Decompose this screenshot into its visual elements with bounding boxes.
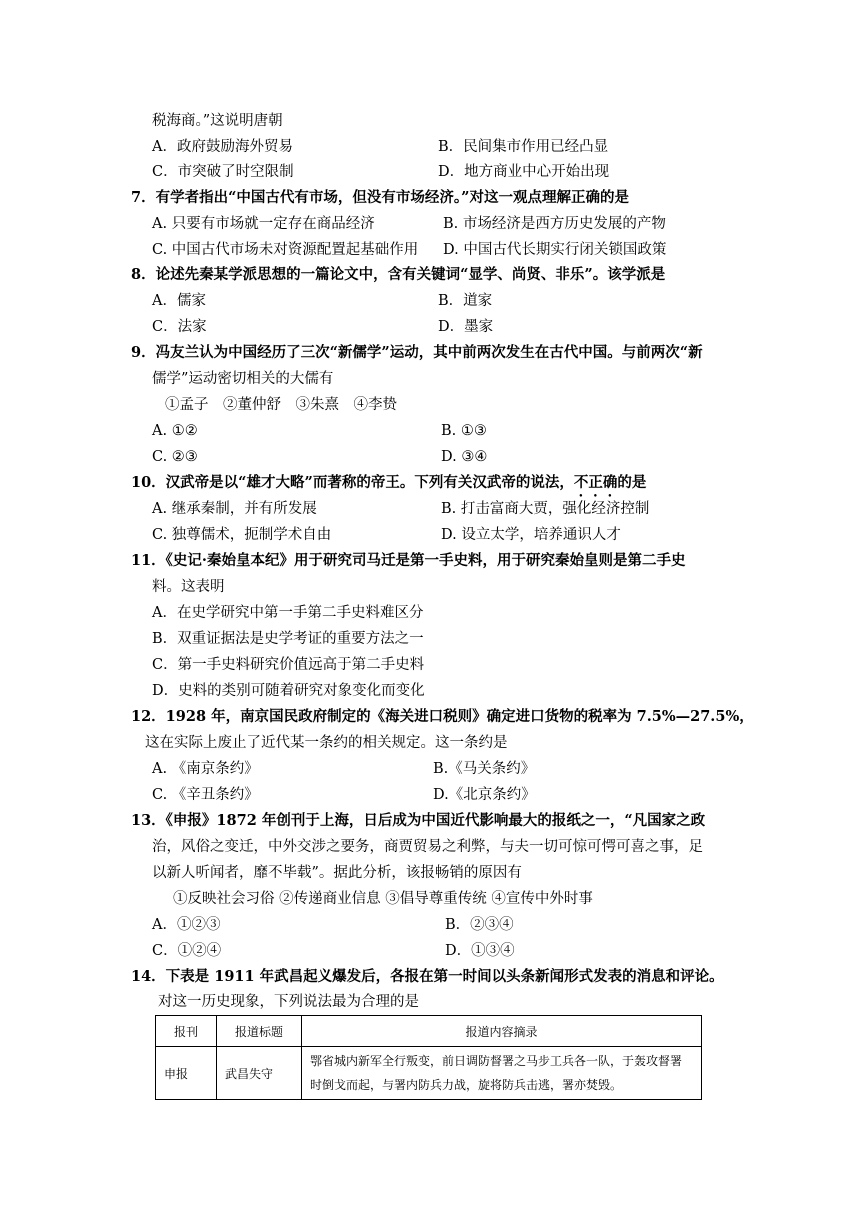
q6-option-d: D．地方商业中心开始出现 bbox=[438, 164, 610, 180]
q12-option-b: B.《马关条约》 bbox=[433, 761, 536, 777]
q12-stem-line2: 这在实际上废止了近代某一条约的相关规定。这一条约是 bbox=[145, 735, 508, 751]
q12-option-a: A. 《南京条约》 bbox=[152, 761, 259, 777]
q9-option-a: A. ①② bbox=[152, 423, 198, 439]
q10-option-c: C. 独尊儒术，扼制学术自由 bbox=[152, 527, 332, 543]
q11-option-a: A．在史学研究中第一手第二手史料难区分 bbox=[152, 605, 424, 621]
header-content: 报道内容摘录 bbox=[302, 1016, 702, 1047]
header-title: 报道标题 bbox=[217, 1016, 302, 1047]
q11-option-b: B．双重证据法是史学考证的重要方法之一 bbox=[152, 631, 424, 647]
q12-option-c: C. 《辛丑条约》 bbox=[152, 787, 259, 803]
cell-title: 武昌失守 bbox=[217, 1047, 302, 1100]
q6-option-a: A．政府鼓励海外贸易 bbox=[152, 139, 293, 155]
q8-option-a: A．儒家 bbox=[152, 293, 206, 309]
q8-stem: 8．论述先秦某学派思想的一篇论文中，含有关键词“显学、尚贤、非乐”。该学派是 bbox=[131, 266, 666, 283]
q6-stem-continued: 税海商。”这说明唐朝 bbox=[152, 113, 283, 129]
q11-stem-line1: 11．《史记·秦始皇本纪》用于研究司马迁是第一手史料，用于研究秦始皇则是第二手史 bbox=[131, 552, 686, 569]
q7-stem: 7．有学者指出“中国古代有市场，但没有市场经济。”对这一观点理解正确的是 bbox=[131, 189, 630, 206]
q10-stem-end: 的是 bbox=[617, 474, 647, 491]
q10-stem bbox=[131, 473, 646, 500]
q11-option-c: C．第一手史料研究价值远高于第二手史料 bbox=[152, 657, 425, 673]
q10-option-a: A. 继承秦制，并有所发展 bbox=[152, 501, 317, 517]
q7-option-d: D. 中国古代长期实行闭关锁国政策 bbox=[443, 242, 667, 258]
q8-option-d: D．墨家 bbox=[438, 319, 494, 335]
q14-stem-line1: 14．下表是 1911 年武昌起义爆发后，各报在第一时间以头条新闻形式发表的消息和评论。 bbox=[131, 968, 724, 985]
q8-option-b: B．道家 bbox=[438, 293, 493, 309]
table-header-row bbox=[156, 1016, 702, 1047]
q9-option-b: B. ①③ bbox=[441, 423, 487, 439]
q13-stem-line1: 13．《申报》1872 年创刊于上海，日后成为中国近代影响最大的报纸之一，“凡国家之政 bbox=[131, 812, 706, 829]
q14-stem-line2: 对这一历史现象，下列说法最为合理的是 bbox=[158, 994, 419, 1010]
cell-paper: 申报 bbox=[156, 1047, 217, 1100]
q6-option-c: C．市突破了时空限制 bbox=[152, 164, 294, 180]
q13-option-b: B．②③④ bbox=[445, 917, 514, 933]
cell-content: 鄂省城内新军全行叛变，前日调防督署之马步工兵各一队，于轰攻督署时倒戈而起，与署内防兵力战，旋将防兵击逃，署亦焚毁。 bbox=[302, 1047, 702, 1100]
q9-stem-line2: 儒学”运动密切相关的大儒有 bbox=[152, 371, 334, 387]
q11-stem-line2: 料。这表明 bbox=[152, 579, 225, 595]
q10-option-b: B. 打击富商大贾，强化经济控制 bbox=[441, 501, 650, 517]
q13-option-d: D．①③④ bbox=[445, 943, 515, 959]
q7-option-c: C. 中国古代市场未对资源配置起基础作用 bbox=[152, 242, 419, 258]
q13-items: ①反映社会习俗 ②传递商业信息 ③倡导尊重传统 ④宣传中外时事 bbox=[173, 891, 593, 907]
q10-emphasis: 不正确 bbox=[573, 474, 618, 491]
news-table bbox=[155, 1015, 702, 1100]
q7-option-a: A. 只要有市场就一定存在商品经济 bbox=[152, 216, 375, 232]
q10-option-d: D. 设立太学，培养通识人才 bbox=[441, 527, 621, 543]
q13-stem-line3: 以新人听闻者，靡不毕载”。据此分析，该报畅销的原因有 bbox=[152, 865, 522, 881]
q9-option-d: D. ③④ bbox=[441, 449, 488, 465]
q9-items: ①孟子 ②董仲舒 ③朱熹 ④李贽 bbox=[165, 397, 397, 413]
q7-option-b: B. 市场经济是西方历史发展的产物 bbox=[443, 216, 666, 232]
q8-option-c: C．法家 bbox=[152, 319, 207, 335]
q9-stem-line1: 9．冯友兰认为中国经历了三次“新儒学”运动，其中前两次发生在古代中国。与前两次“新 bbox=[131, 344, 703, 361]
table-row bbox=[156, 1047, 702, 1100]
q13-stem-line2: 治，风俗之变迁，中外交涉之要务，商贾贸易之利弊，与夫一切可惊可愕可喜之事，足 bbox=[152, 839, 703, 855]
q13-option-c: C．①②④ bbox=[152, 943, 222, 959]
q11-option-d: D．史料的类别可随着研究对象变化而变化 bbox=[152, 683, 425, 699]
q9-option-c: C. ②③ bbox=[152, 449, 198, 465]
q12-stem-line1: 12．1928 年，南京国民政府制定的《海关进口税则》确定进口货物的税率为 7.5%—27.5%， bbox=[131, 708, 754, 725]
q12-option-d: D.《北京条约》 bbox=[433, 787, 536, 803]
q10-stem-text: 10．汉武帝是以“雄才大略”而著称的帝王。下列有关汉武帝的说法， bbox=[131, 474, 574, 491]
q6-option-b: B．民间集市作用已经凸显 bbox=[438, 139, 609, 155]
header-paper: 报刊 bbox=[156, 1016, 217, 1047]
q13-option-a: A．①②③ bbox=[152, 917, 221, 933]
